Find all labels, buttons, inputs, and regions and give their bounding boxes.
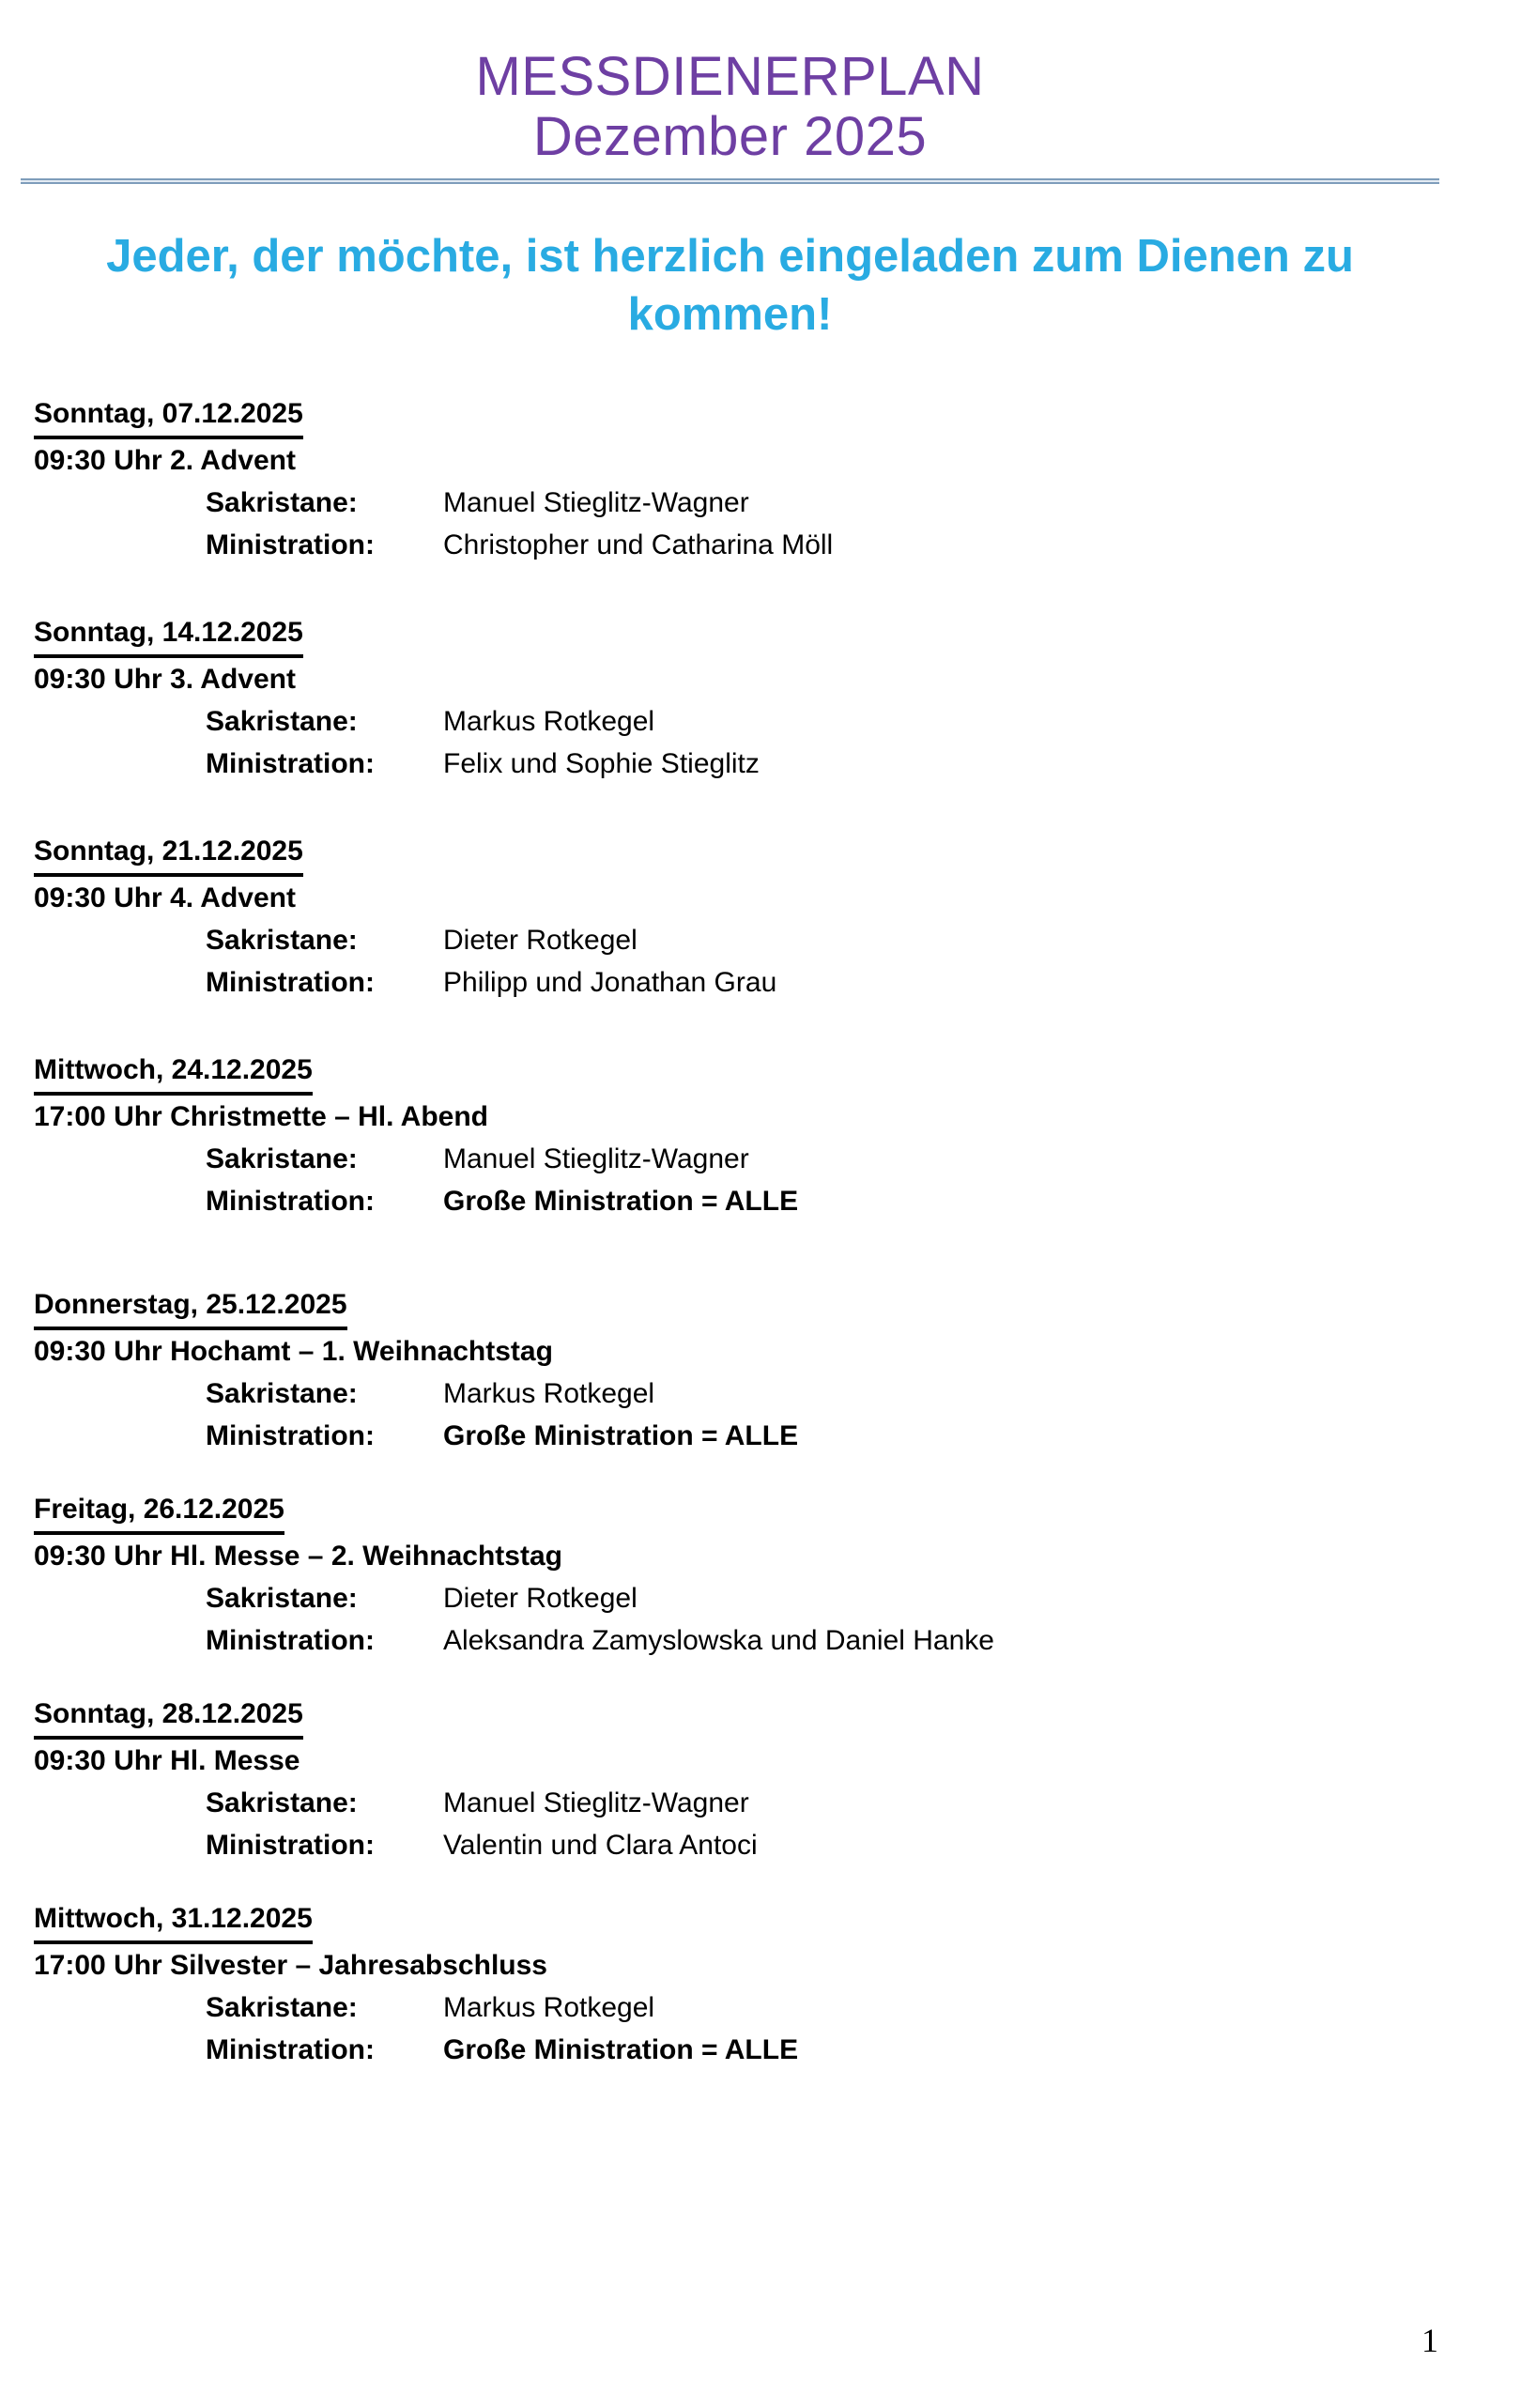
schedule-entry [34,1283,1439,1457]
schedule-entry [34,392,1439,566]
entry-time-title: 09:30 Uhr Hl. Messe [34,1745,300,1776]
entry-time-title: 09:30 Uhr Hl. Messe – 2. Weihnachtstag [34,1541,562,1572]
schedule-entry [34,1693,1439,1866]
sacristan-row [34,1782,1439,1824]
sacristan-value: Markus Rotkegel [443,1378,655,1409]
entry-date: Donnerstag, 25.12.2025 [34,1283,1439,1330]
sacristan-row [34,1577,1439,1619]
ministration-label: Ministration: [206,967,375,998]
horizontal-divider [21,178,1439,184]
page-number: 1 [1421,2322,1438,2359]
schedule-entry [34,1897,1439,2071]
ministration-value: Große Ministration = ALLE [443,2034,799,2065]
entry-time-title: 09:30 Uhr 3. Advent [34,664,296,695]
ministration-value: Valentin und Clara Antoci [443,1830,758,1861]
entry-date: Sonntag, 07.12.2025 [34,392,1439,439]
sacristan-row [34,482,1439,524]
ministration-row [34,1824,1439,1866]
ministration-row [34,1180,1439,1222]
entry-date: Sonntag, 14.12.2025 [34,611,1439,658]
ministration-value: Aleksandra Zamyslowska und Daniel Hanke [443,1625,994,1656]
document-title-block [21,47,1439,167]
sacristan-label: Sakristane: [206,1378,358,1409]
sacristan-row [34,1138,1439,1180]
document-subtitle: Dezember 2025 [532,106,928,167]
sacristan-value: Markus Rotkegel [443,1992,655,2023]
invitation-heading: Jeder, der möchte, ist herzlich eingeladen zum Dienen zu kommen! [106,231,1354,340]
sacristan-value: Markus Rotkegel [443,706,655,737]
ministration-row [34,524,1439,566]
ministration-label: Ministration: [206,2034,375,2065]
ministration-value: Philipp und Jonathan Grau [443,967,777,998]
schedule-entry [34,1488,1439,1662]
entry-date: Sonntag, 28.12.2025 [34,1693,1439,1740]
schedule-entry [34,611,1439,785]
sacristan-value: Manuel Stieglitz-Wagner [443,487,749,518]
ministration-value: Felix und Sophie Stieglitz [443,748,760,779]
sacristan-row [34,1986,1439,2029]
sacristan-label: Sakristane: [206,487,358,518]
sacristan-row [34,919,1439,961]
ministration-label: Ministration: [206,529,375,560]
ministration-row [34,743,1439,785]
ministration-row [34,2029,1439,2071]
ministration-label: Ministration: [206,1186,375,1217]
schedule-entry [34,830,1439,1004]
entry-time-title: 09:30 Uhr 2. Advent [34,445,296,476]
sacristan-label: Sakristane: [206,1583,358,1614]
ministration-value: Christopher und Catharina Möll [443,529,834,560]
entry-date: Sonntag, 21.12.2025 [34,830,1439,877]
schedule-list [21,392,1439,2071]
sacristan-label: Sakristane: [206,1143,358,1174]
sacristan-label: Sakristane: [206,1992,358,2023]
entry-time-title: 09:30 Uhr Hochamt – 1. Weihnachtstag [34,1336,553,1367]
sacristan-value: Manuel Stieglitz-Wagner [443,1143,749,1174]
sacristan-value: Dieter Rotkegel [443,1583,638,1614]
entry-date: Mittwoch, 31.12.2025 [34,1897,1439,1944]
sacristan-row [34,700,1439,743]
entry-time-title: 17:00 Uhr Silvester – Jahresabschluss [34,1950,547,1981]
ministration-row [34,1415,1439,1457]
entry-time-title: 17:00 Uhr Christmette – Hl. Abend [34,1101,488,1132]
sacristan-value: Manuel Stieglitz-Wagner [443,1787,749,1818]
ministration-row [34,1619,1439,1662]
sacristan-label: Sakristane: [206,1787,358,1818]
sacristan-label: Sakristane: [206,925,358,956]
entry-date: Mittwoch, 24.12.2025 [34,1049,1439,1096]
ministration-label: Ministration: [206,748,375,779]
ministration-label: Ministration: [206,1420,375,1451]
schedule-entry [34,1049,1439,1222]
document-title: MESSDIENERPLAN [475,46,985,107]
ministration-label: Ministration: [206,1830,375,1861]
ministration-row [34,961,1439,1004]
sacristan-row [34,1373,1439,1415]
entry-time-title: 09:30 Uhr 4. Advent [34,882,296,913]
ministration-value: Große Ministration = ALLE [443,1420,799,1451]
sacristan-label: Sakristane: [206,706,358,737]
entry-date: Freitag, 26.12.2025 [34,1488,1439,1535]
ministration-value: Große Ministration = ALLE [443,1186,799,1217]
ministration-label: Ministration: [206,1625,375,1656]
sacristan-value: Dieter Rotkegel [443,925,638,956]
